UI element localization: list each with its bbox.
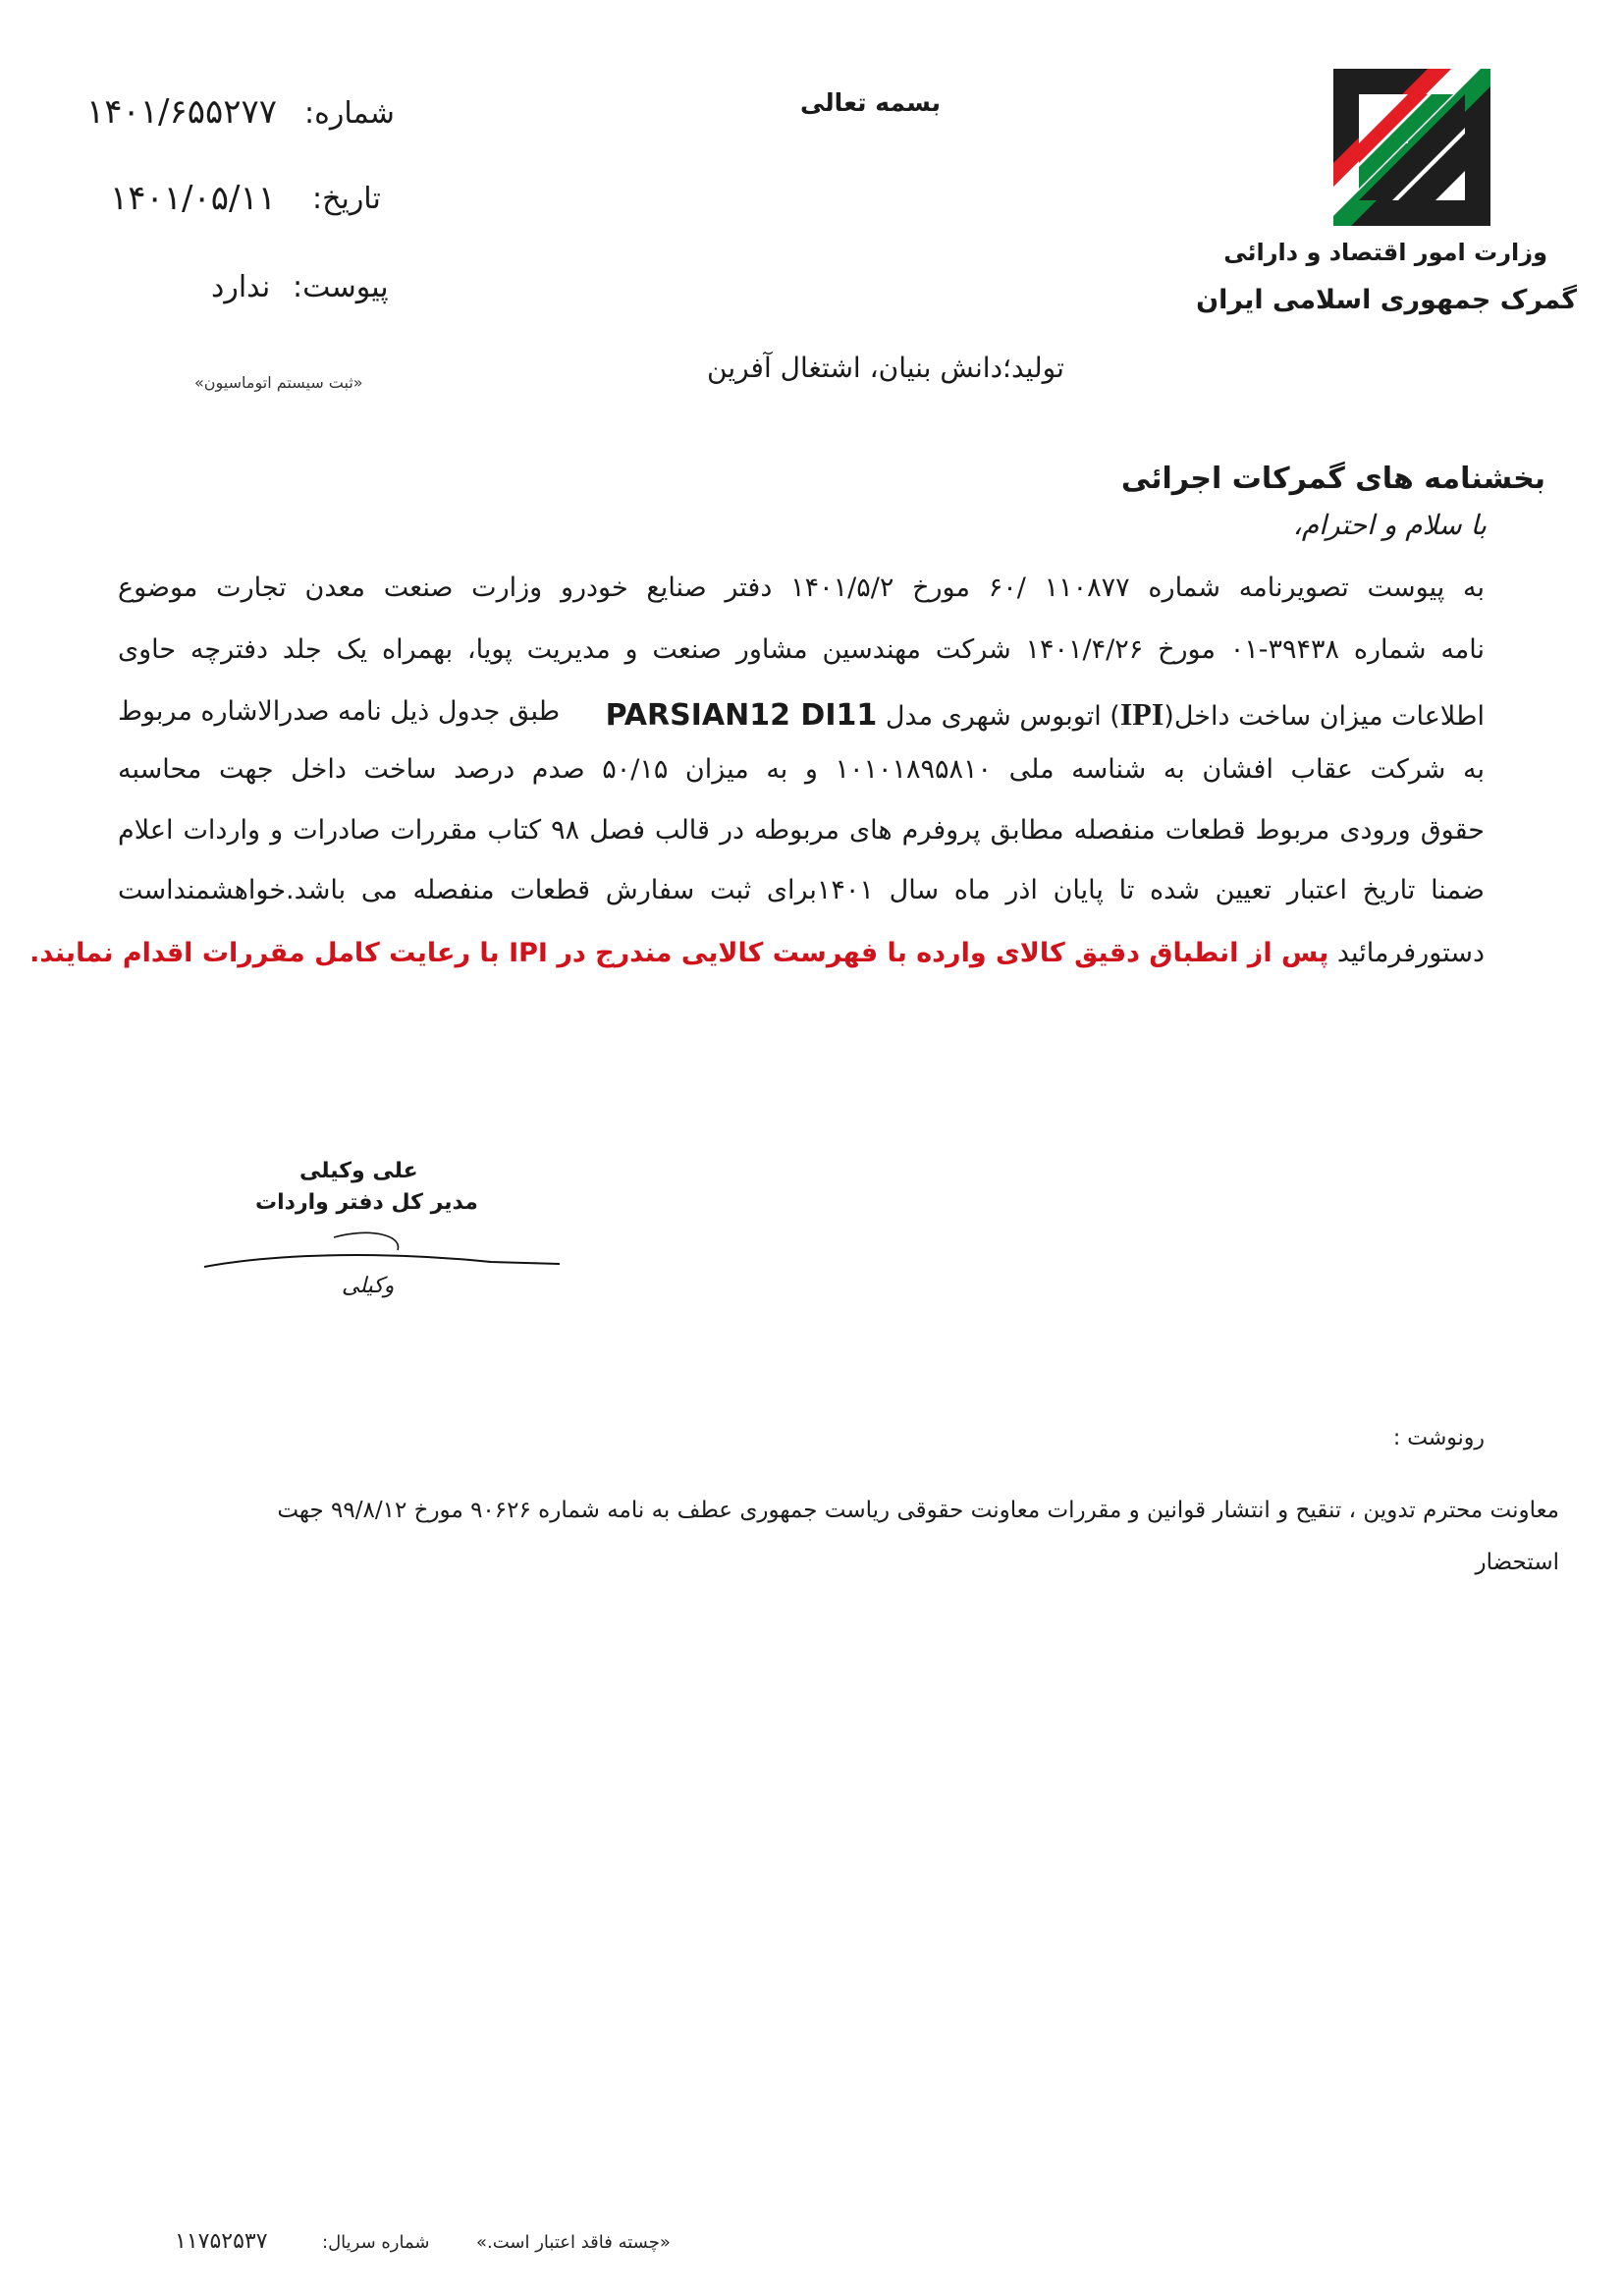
- handwritten-signature: وکیلی: [342, 1274, 395, 1298]
- copy-label: رونوشت :: [1392, 1426, 1485, 1450]
- body-line-3-start: اطلاعات میزان ساخت داخل(: [1164, 701, 1485, 732]
- ministry-name: وزارت امور اقتصاد و دارائی: [1223, 239, 1547, 266]
- signer-name: علی وکیلی: [299, 1159, 418, 1183]
- number-value: ۱۴۰۱/۶۵۵۲۷۷: [86, 92, 278, 132]
- copy-line-2: استحضار: [1475, 1550, 1559, 1575]
- invalid-note: «چسته فاقد اعتبار است.»: [476, 2232, 671, 2253]
- body-line-3: [118, 696, 1485, 733]
- body-line-3-mid: ) اتوبوس شهری مدل: [877, 701, 1120, 732]
- ipi-acronym: IPI: [1119, 696, 1164, 732]
- body-line-6: ضمنا تاریخ اعتبار تعیین شده تا پایان اذر ماه سال ۱۴۰۱برای ثبت سفارش قطعات منفصله می باشد.خواهشمنداست: [118, 875, 1485, 905]
- customs-name: گمرک جمهوری اسلامی ایران: [1196, 285, 1577, 315]
- number-label: شماره:: [304, 96, 395, 131]
- slogan: تولید؛دانش بنیان، اشتغال آفرین: [707, 352, 1064, 384]
- customs-logo: [1333, 69, 1490, 226]
- body-line-7-start: دستورفرمائید: [1328, 938, 1485, 968]
- serial-label: شماره سریال:: [322, 2232, 430, 2253]
- bus-model: PARSIAN12 DI11: [605, 698, 878, 733]
- attachment-label: پیوست:: [293, 270, 389, 304]
- body-line-2: نامه شماره ۳۹۴۳۸-۰۱ مورخ ۱۴۰۱/۴/۲۶ شرکت مهندسین مشاور صنعت و مدیریت پویا، بهمراه یک جلد دفترچه حاوی: [118, 634, 1485, 665]
- copy-line-1: معاونت محترم تدوین ، تنقیح و انتشار قوانین و مقررات معاونت حقوقی ریاست جمهوری عطف به نامه شماره ۹۰۶۲۶ مورخ ۹۹/۸/۱۲ جهت: [277, 1498, 1559, 1523]
- date-label: تاریخ:: [312, 182, 381, 216]
- body-line-7: [29, 938, 1485, 968]
- body-line-4: به شرکت عقاب افشان به شناسه ملی ۱۰۱۰۱۸۹۵۸۱۰ و به میزان ۵۰/۱۵ صدم درصد ساخت داخل جهت محاسبه: [118, 754, 1485, 785]
- greeting-handwritten: با سلام و احترام،: [1292, 509, 1487, 541]
- body-line-3-end: طبق جدول ذیل نامه صدرالاشاره مربوط: [118, 696, 561, 727]
- automation-note: «ثبت سیستم اتوماسیون»: [194, 373, 363, 392]
- bismillah: بسمه تعالی: [800, 88, 942, 117]
- body-line-5: حقوق ورودی مربوط قطعات منفصله مطابق پروفرم های مربوطه در قالب فصل ۹۸ کتاب مقررات صادرات و واردات اعلام: [118, 815, 1485, 846]
- signer-title: مدیر کل دفتر واردات: [255, 1190, 478, 1215]
- body-line-1: به پیوست تصویرنامه شماره ۱۱۰۸۷۷ /۶۰ مورخ ۱۴۰۱/۵/۲ دفتر صنایع خودرو وزارت صنعت معدن تجارت موضوع: [118, 573, 1485, 603]
- serial-value: ۱۱۷۵۲۵۳۷: [175, 2229, 268, 2254]
- highlighted-instruction: پس از انطباق دقیق کالای وارده با فهرست کالایی مندرج در IPI با رعایت کامل مقررات اقدام نمایند.: [29, 938, 1329, 968]
- date-value: ۱۴۰۱/۰۵/۱۱: [110, 179, 277, 218]
- attachment-value: ندارد: [211, 270, 271, 304]
- letter-title: بخشنامه های گمرکات اجرائی: [1120, 462, 1545, 496]
